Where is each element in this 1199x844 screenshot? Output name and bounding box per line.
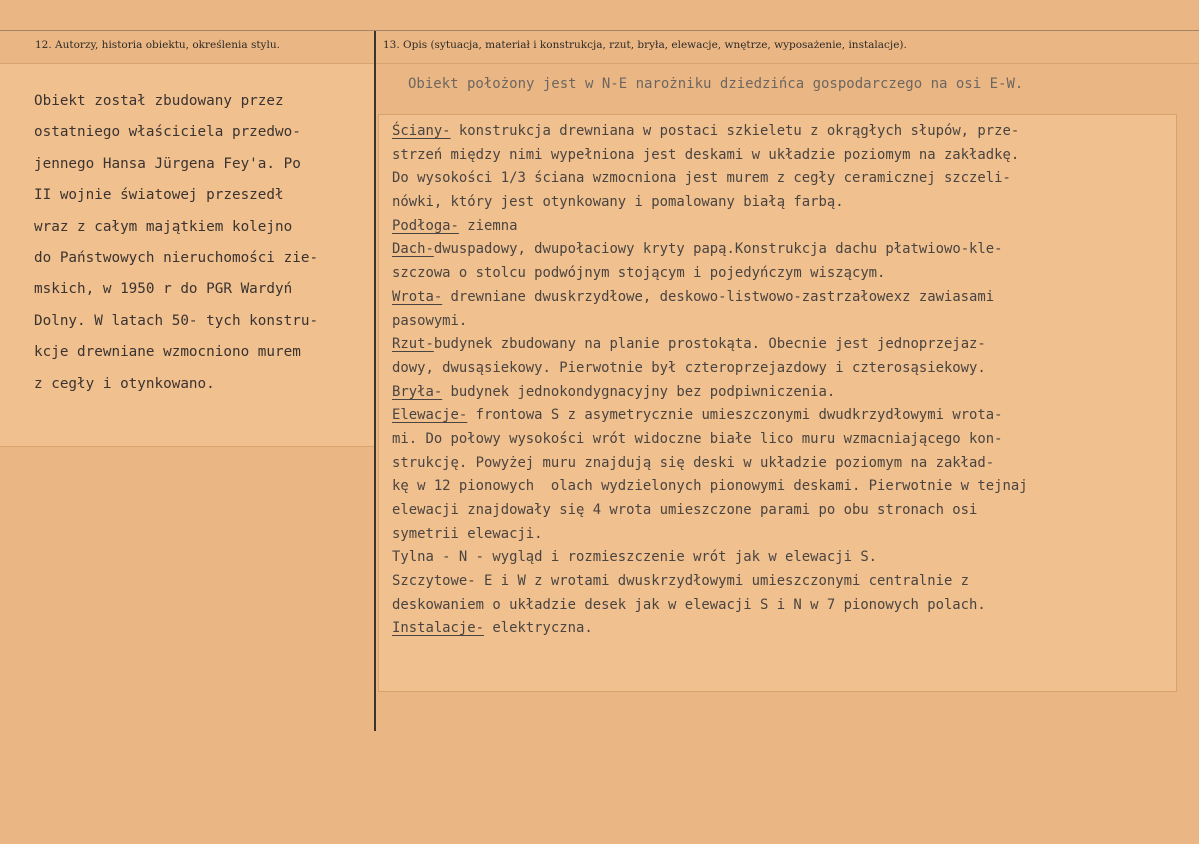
description-line: [392, 357, 1028, 381]
description-body: konstrukcja drewniana w postaci szkieletu z okrągłych słupów, prze-: [450, 123, 1020, 139]
top-rule: [0, 30, 1199, 31]
description-heading: Rzut-: [392, 336, 434, 353]
description-heading: Bryła-: [392, 383, 443, 400]
description-line: [392, 286, 1028, 310]
description-body: deskowaniem o układzie desek jak w elewacji S i N w 7 pionowych polach.: [392, 596, 986, 613]
description-body: pasowymi.: [392, 312, 468, 329]
description-body: dwuspadowy, dwupołaciowy kryty papą.Konstrukcja dachu płatwiowo-kle-: [433, 241, 1003, 258]
description-body: budynek zbudowany na planie prostokąta. Obecnie jest jednoprzejaz-: [433, 336, 986, 353]
description-body: elektryczna.: [484, 620, 593, 637]
description-line: [392, 594, 1028, 618]
location-intro: Obiekt położony jest w N-E narożniku dziedzińca gospodarczego na osi E-W.: [408, 76, 1024, 92]
history-line: Dolny. W latach 50- tych konstru-: [34, 312, 319, 329]
description-body: elewacji znajdowały się 4 wrota umieszczone parami po obu stronach osi: [392, 502, 978, 518]
description-line: [392, 404, 1028, 428]
description-line: [392, 381, 1028, 405]
description-body: symetrii elewacji.: [392, 525, 543, 542]
history-line: z cegły i otynkowano.: [34, 375, 215, 392]
description-body: drewniane dwuskrzydłowe, deskowo-listwowo-zastrzałowexz zawiasami: [442, 288, 995, 305]
description-line: [392, 262, 1028, 286]
description-body: szczowa o stolcu podwójnym stojącym i pojedyńczym wiszącym.: [392, 265, 886, 282]
history-line: II wojnie światowej przeszedł: [34, 187, 284, 204]
description-body: ziemna: [458, 217, 518, 234]
description-line: [392, 546, 1028, 570]
history-line: mskich, w 1950 r do PGR Wardyń: [34, 281, 293, 298]
description-heading: Dach-: [392, 241, 434, 258]
description-body: strzeń między nimi wypełniona jest deskami w układzie poziomym na zakładkę.: [392, 146, 1020, 163]
history-line: wraz z całym majątkiem kolejno: [34, 218, 293, 235]
description-body: nówki, który jest otynkowany i pomalowany białą farbą.: [392, 194, 844, 211]
history-line: kcje drewniane wzmocniono murem: [34, 344, 301, 361]
description-heading: Ściany-: [392, 123, 451, 139]
description-line: [392, 452, 1028, 476]
description-body: budynek jednokondygnacyjny bez podpiwniczenia.: [442, 383, 836, 400]
description-body: mi. Do połowy wysokości wrót widoczne białe lico muru wzmacniającego kon-: [392, 430, 1003, 447]
description-line: [392, 570, 1028, 594]
description-heading: Podłoga-: [392, 217, 459, 234]
description-line: [392, 475, 1028, 499]
history-line: do Państwowych nieruchomości zie-: [34, 250, 319, 267]
description-body: kę w 12 pionowych olach wydzielonych pionowymi deskami. Pierwotnie w tejnaj: [392, 478, 1028, 495]
history-line: jennego Hansa Jürgena Fey'a. Po: [34, 155, 301, 172]
description-line: [392, 191, 1028, 215]
description-line: [392, 523, 1028, 547]
description-line: [392, 310, 1028, 334]
description-heading: Instalacje-: [392, 620, 484, 637]
description-body: frontowa S z asymetrycznie umieszczonymi dwudkrzydłowymi wrota-: [467, 407, 1003, 424]
column-divider: [374, 31, 376, 731]
description-body: Do wysokości 1/3 ściana wzmocniona jest murem z cegły ceramicznej szczeli-: [392, 170, 1011, 187]
description-line: [392, 167, 1028, 191]
description-text: [392, 120, 1028, 641]
description-line: [392, 617, 1028, 641]
description-heading: Elewacje-: [392, 407, 468, 424]
description-line: [392, 333, 1028, 357]
description-line: [392, 144, 1028, 168]
description-body: strukcję. Powyżej muru znajdują się deski w układzie poziomym na zakład-: [392, 454, 995, 471]
description-body: Tylna - N - wygląd i rozmieszczenie wrót jak w elewacji S.: [392, 549, 878, 566]
description-body: Szczytowe- E i W z wrotami dwuskrzydłowymi umieszczonymi centralnie z: [392, 573, 970, 590]
section-12-header: 12. Autorzy, historia obiektu, określenia stylu.: [35, 39, 280, 51]
description-line: [392, 428, 1028, 452]
history-line: ostatniego właściciela przedwo-: [34, 124, 301, 141]
section-13-header: 13. Opis (sytuacja, materiał i konstrukcja, rzut, bryła, elewacje, wnętrze, wyposażenie, instalacje).: [383, 39, 907, 51]
description-line: [392, 238, 1028, 262]
description-line: [392, 215, 1028, 239]
description-line: [392, 120, 1028, 144]
description-body: dowy, dwusąsiekowy. Pierwotnie był czteroprzejazdowy i czterosąsiekowy.: [392, 359, 986, 376]
history-text: [34, 86, 318, 400]
description-heading: Wrota-: [392, 288, 443, 305]
history-line: Obiekt został zbudowany przez: [34, 93, 284, 109]
description-line: [392, 499, 1028, 523]
